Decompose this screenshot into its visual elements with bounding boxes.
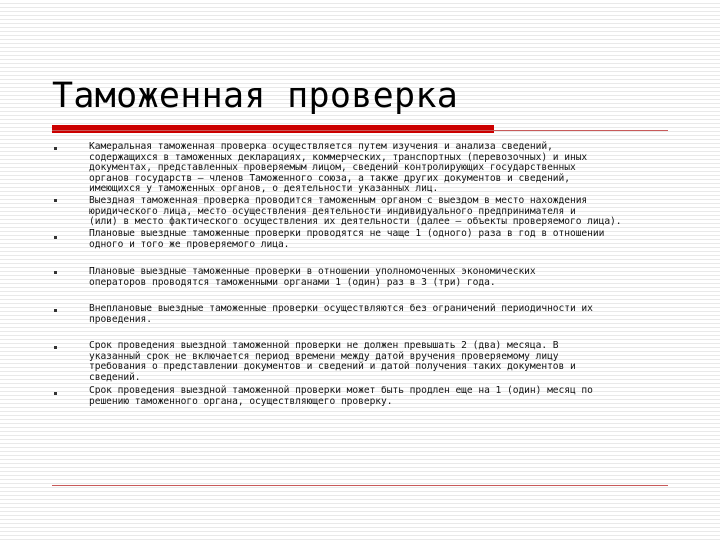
bullet-text: Срок проведения выездной таможенной проверки может быть продлен еще на 1 (один) месяц по решению таможенного органа, осуществляющего проверку. <box>89 385 593 407</box>
bullet-marker <box>54 147 57 150</box>
bullet-marker <box>54 199 57 202</box>
bottom-divider <box>52 485 668 486</box>
title-underline-accent <box>52 125 494 133</box>
slide-title: Таможенная проверка <box>52 76 459 116</box>
bullet-marker <box>54 236 57 239</box>
title-divider <box>52 130 668 131</box>
bullet-text: Плановые выездные таможенные проверки в отношении уполномоченных экономических операторов проводятся таможенными органами 1 (один) раз в 3 (три) года. <box>89 266 536 288</box>
bullet-text: Внеплановые выездные таможенные проверки осуществляются без ограничений периодичности их проведения. <box>89 303 593 325</box>
bullet-text: Камеральная таможенная проверка осуществляется путем изучения и анализа сведений, содержащихся в таможенных декларациях, коммерческих, транспортных (перевозочных) и иных документах, представленных проверяемым лицом, сведений контролирующих государственных органов государств – членов Таможенного союза, а также других документов и сведений, имеющихся у таможенных органов, о деятельности указанных лиц. <box>89 141 588 194</box>
bullet-marker <box>54 346 57 349</box>
bullet-marker <box>54 392 57 395</box>
bullet-text: Выездная таможенная проверка проводится таможенным органом с выездом в место нахождения юридического лица, место осуществления деятельности индивидуального предпринимателя и (или) в место фактического осуществления их деятельности (далее – объекты проверяемого лица). <box>89 195 622 227</box>
bullet-marker <box>54 271 57 274</box>
bullet-text: Плановые выездные таможенные проверки проводятся не чаще 1 (одного) раза в год в отношении одного и того же проверяемого лица. <box>89 228 605 250</box>
bullet-text: Срок проведения выездной таможенной проверки не должен превышать 2 (два) месяца. В указанный срок не включается период времени между датой вручения проверяемому лицу требования о представлении документов и сведений и датой получения таких документов и сведений. <box>89 340 576 383</box>
bullet-marker <box>54 309 57 312</box>
